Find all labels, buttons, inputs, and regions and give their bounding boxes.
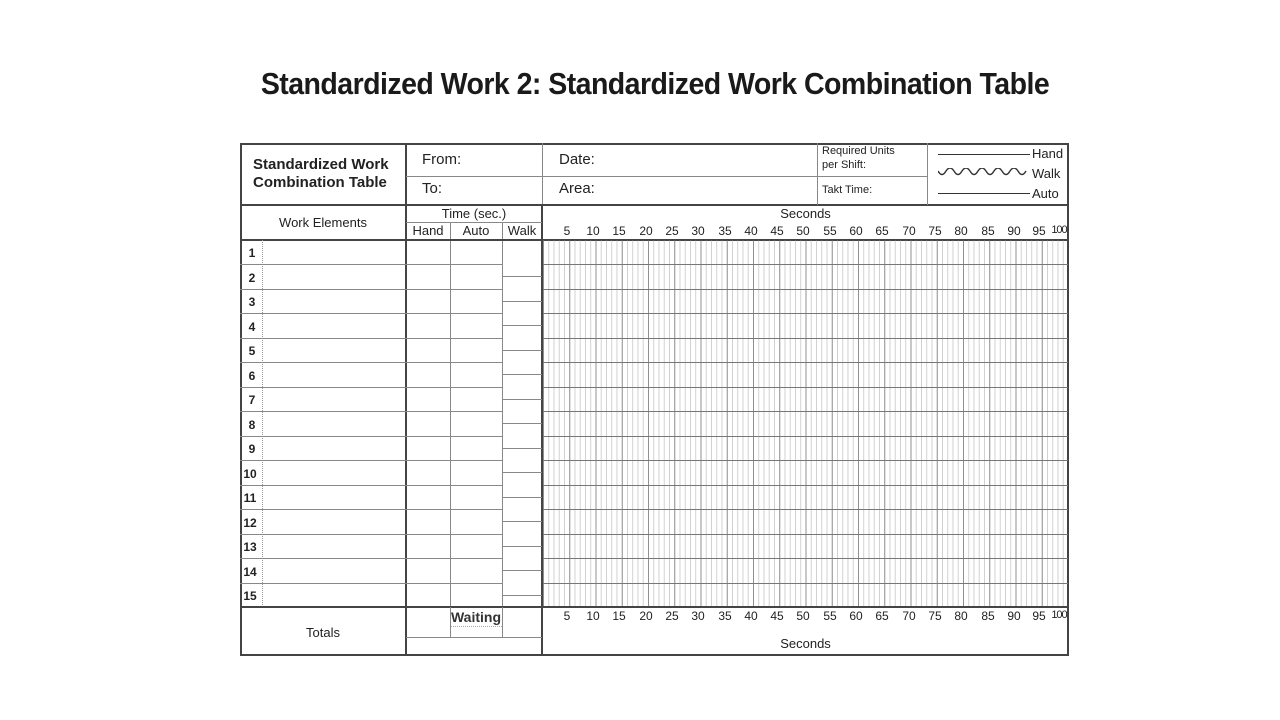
auto-walk-divider — [502, 222, 503, 607]
legend-auto: Auto — [1032, 186, 1059, 201]
tick-label: 10 — [586, 224, 600, 238]
row-number: 8 — [248, 418, 256, 432]
legend-hand: Hand — [1032, 146, 1064, 161]
legend-walk: Walk — [1032, 166, 1061, 181]
row-number: 15 — [243, 589, 257, 603]
walk-header: Walk — [507, 223, 537, 238]
auto-line-icon — [938, 193, 1030, 194]
tick-label: 95 — [1032, 609, 1046, 623]
tick-label: 40 — [744, 609, 758, 623]
tick-label: 70 — [902, 224, 916, 238]
tick-label: 35 — [718, 224, 732, 238]
page-title: Standardized Work 2: Standardized Work Combination Table — [260, 66, 1050, 101]
tick-label: 70 — [902, 609, 916, 623]
row-number: 9 — [248, 442, 256, 456]
totals-auto-walk-divider — [502, 607, 503, 637]
to-field[interactable]: To: — [422, 180, 443, 197]
tick-label: 100 — [1051, 609, 1067, 621]
tick-label: 90 — [1007, 609, 1021, 623]
row-number: 14 — [243, 565, 257, 579]
tick-label: 15 — [612, 609, 626, 623]
row-number: 10 — [243, 467, 257, 481]
tick-label: 20 — [639, 224, 653, 238]
totals-label: Totals — [306, 625, 340, 640]
seconds-header: Seconds — [780, 206, 831, 221]
tick-label: 60 — [849, 609, 863, 623]
tick-label: 15 — [612, 224, 626, 238]
waiting-label: Waiting — [450, 609, 502, 625]
tick-label: 50 — [796, 609, 810, 623]
tick-label: 85 — [981, 224, 995, 238]
seconds-footer: Seconds — [780, 636, 831, 651]
work-elements-header: Work Elements — [279, 215, 367, 230]
takt-time-field[interactable]: Takt Time: — [822, 184, 873, 196]
row-number: 13 — [243, 540, 257, 554]
tick-label: 5 — [563, 609, 571, 623]
from-date-divider — [542, 143, 543, 205]
hand-header: Hand — [412, 223, 444, 238]
tick-label: 5 — [563, 224, 571, 238]
tick-label: 20 — [639, 609, 653, 623]
seconds-grid[interactable] — [543, 240, 1068, 607]
totals-inner-divider — [406, 637, 542, 638]
tick-label: 30 — [691, 224, 705, 238]
row-number: 11 — [243, 491, 257, 505]
time-header: Time (sec.) — [441, 206, 507, 221]
tick-label: 75 — [928, 224, 942, 238]
tick-label: 80 — [954, 609, 968, 623]
form-title-line1: Standardized Work — [253, 156, 389, 173]
row-number: 6 — [248, 369, 256, 383]
required-units-label-2[interactable]: per Shift: — [822, 159, 867, 171]
tick-label: 30 — [691, 609, 705, 623]
date-field[interactable]: Date: — [559, 151, 595, 168]
tick-label: 55 — [823, 224, 837, 238]
tick-label: 65 — [875, 224, 889, 238]
area-field[interactable]: Area: — [559, 180, 595, 197]
row-number: 2 — [248, 271, 256, 285]
tick-label: 75 — [928, 609, 942, 623]
required-units-label-1: Required Units — [822, 145, 895, 157]
hand-line-icon — [938, 154, 1030, 155]
from-field[interactable]: From: — [422, 151, 462, 168]
row-number: 4 — [248, 320, 256, 334]
tick-label: 45 — [770, 224, 784, 238]
tick-label: 35 — [718, 609, 732, 623]
row-number: 3 — [248, 295, 256, 309]
row-number: 12 — [243, 516, 257, 530]
tick-label: 65 — [875, 609, 889, 623]
tick-label: 25 — [665, 609, 679, 623]
tick-label: 25 — [665, 224, 679, 238]
tick-label: 40 — [744, 224, 758, 238]
hand-auto-divider — [450, 222, 451, 607]
tick-label: 60 — [849, 224, 863, 238]
row-number: 7 — [248, 393, 256, 407]
tick-label: 100 — [1051, 224, 1067, 236]
auto-header: Auto — [462, 223, 490, 238]
required-legend-divider — [927, 143, 928, 205]
header-mid-divider — [406, 176, 927, 177]
tick-label: 85 — [981, 609, 995, 623]
row-number-divider — [262, 240, 263, 607]
tick-label: 80 — [954, 224, 968, 238]
totals-divider — [240, 606, 1069, 608]
row-number: 1 — [248, 246, 256, 260]
form-title-line2: Combination Table — [253, 174, 387, 191]
tick-label: 95 — [1032, 224, 1046, 238]
tick-label: 90 — [1007, 224, 1021, 238]
row-number: 5 — [248, 344, 256, 358]
area-required-divider — [817, 143, 818, 205]
waiting-underline — [451, 626, 502, 627]
tick-label: 55 — [823, 609, 837, 623]
tick-label: 10 — [586, 609, 600, 623]
tick-label: 45 — [770, 609, 784, 623]
tick-label: 50 — [796, 224, 810, 238]
walk-wave-icon — [938, 168, 1030, 178]
